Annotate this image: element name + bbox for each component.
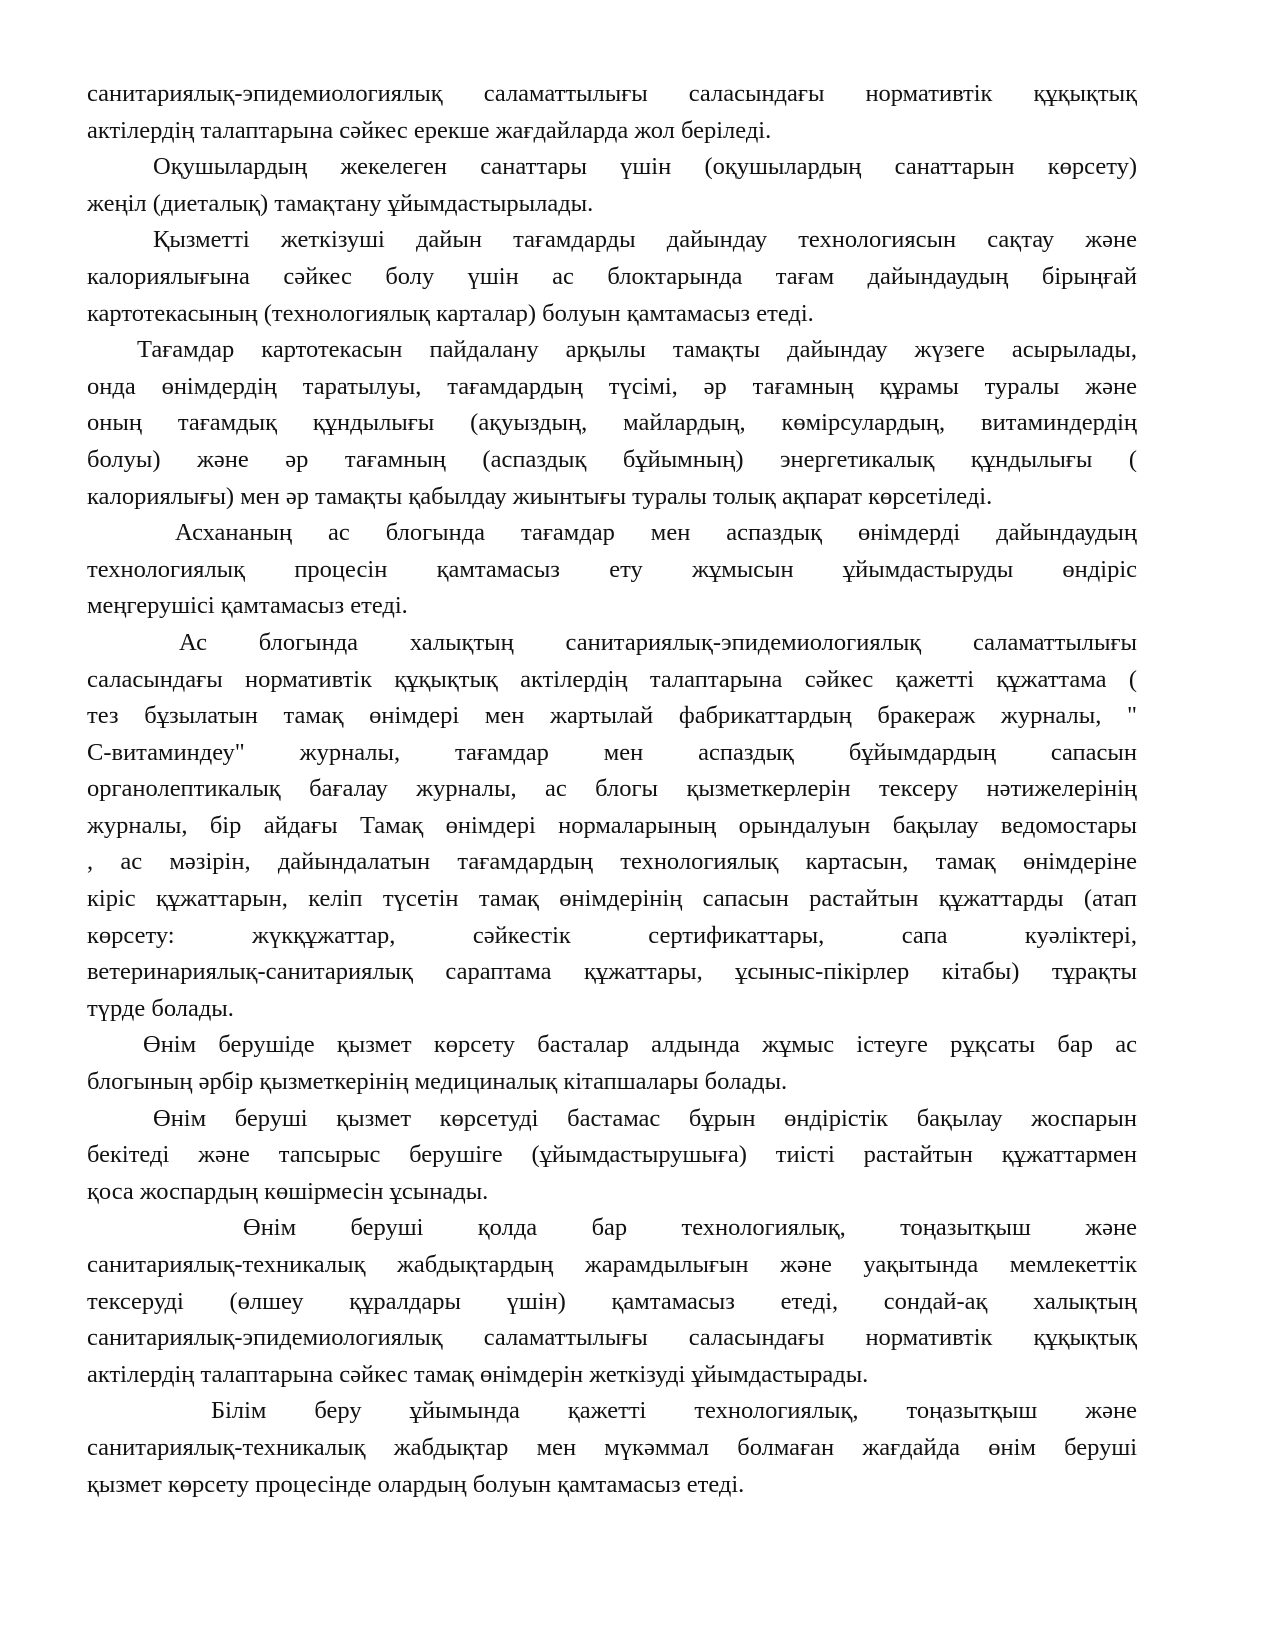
text-line: болуы) және әр тағамның (аспаздық бұйымның) энергетикалық құндылығы ( <box>87 445 1137 473</box>
text-line: Өнім беруші қызмет көрсетуді бастамас бұрын өндірістік бақылау жоспарын <box>153 1104 1137 1132</box>
text-line: жеңіл (диеталық) тамақтану ұйымдастырылады. <box>87 189 594 217</box>
text-line: меңгерушісі қамтамасыз етеді. <box>87 592 408 620</box>
text-line: оның тағамдық құндылығы (ақуыздың, майлардың, көмірсулардың, витаминдердің <box>87 409 1137 437</box>
paragraph <box>87 222 1137 332</box>
text-line: көрсету: жүкқұжаттар, сәйкестік сертификаттары, сапа куәліктері, <box>87 921 1137 949</box>
text-line: Ас блогында халықтың санитариялық-эпидемиологиялық саламаттылығы <box>179 628 1137 656</box>
text-line: Оқушылардың жекелеген санаттары үшін (оқушылардың санаттарын көрсету) <box>153 153 1137 181</box>
text-line: актілердің талаптарына сәйкес тамақ өнімдерін жеткізуді ұйымдастырады. <box>87 1360 869 1388</box>
text-line: қоса жоспардың көшірмесін ұсынады. <box>87 1177 489 1205</box>
text-line: санитариялық-эпидемиологиялық саламаттылығы саласындағы нормативтік құқықтық <box>87 1324 1137 1352</box>
paragraph <box>87 149 1137 222</box>
text-line: калориялығына сәйкес болу үшін ас блоктарында тағам дайындаудың бірыңғай <box>87 262 1137 290</box>
text-line: С-витаминдеу" журналы, тағамдар мен аспаздық бұйымдардың сапасын <box>87 738 1137 766</box>
text-line: технологиялық процесін қамтамасыз ету жұмысын ұйымдастыруды өндіріс <box>87 555 1137 583</box>
paragraph <box>87 1210 1137 1393</box>
paragraph <box>87 1393 1137 1503</box>
paragraph <box>87 76 1137 149</box>
text-line: кіріс құжаттарын, келіп түсетін тамақ өнімдерінің сапасын растайтын құжаттарды (атап <box>87 885 1137 913</box>
text-line: актілердің талаптарына сәйкес ерекше жағдайларда жол беріледі. <box>87 116 772 144</box>
text-line: түрде болады. <box>87 994 234 1022</box>
text-line: журналы, бір айдағы Тамақ өнімдері нормаларының орындалуын бақылау ведомостары <box>87 811 1137 839</box>
paragraph <box>87 332 1137 515</box>
text-line: Өнім берушіде қызмет көрсету басталар алдында жұмыс істеуге рұқсаты бар ас <box>143 1031 1137 1059</box>
paragraph <box>87 625 1137 1028</box>
text-line: ветеринариялық-санитариялық сараптама құжаттары, ұсыныс-пікірлер кітабы) тұрақты <box>87 958 1137 986</box>
paragraph <box>87 1101 1137 1211</box>
text-line: , ас мәзірін, дайындалатын тағамдардың технологиялық картасын, тамақ өнімдеріне <box>87 848 1137 876</box>
paragraph <box>87 1027 1137 1100</box>
text-line: блогының әрбір қызметкерінің медициналық кітапшалары болады. <box>87 1068 788 1096</box>
text-line: тексеруді (өлшеу құралдары үшін) қамтамасыз етеді, сондай-ақ халықтың <box>87 1287 1137 1315</box>
text-line: бекітеді және тапсырыс берушіге (ұйымдастырушыға) тиісті растайтын құжаттармен <box>87 1141 1137 1169</box>
text-line: онда өнімдердің таратылуы, тағамдардың түсімі, әр тағамның құрамы туралы және <box>87 372 1137 400</box>
text-line: Білім беру ұйымында қажетті технологиялық, тоңазытқыш және <box>211 1397 1137 1425</box>
text-line: санитариялық-эпидемиологиялық саламаттылығы саласындағы нормативтік құқықтық <box>87 80 1137 107</box>
paragraph <box>87 515 1137 625</box>
text-line: тез бұзылатын тамақ өнімдері мен жартылай фабрикаттардың бракераж журналы, " <box>87 702 1137 730</box>
text-line: Өнім беруші қолда бар технологиялық, тоңазытқыш және <box>243 1214 1137 1242</box>
text-line: Асхананың ас блогында тағамдар мен аспаздық өнімдерді дайындаудың <box>175 519 1137 547</box>
text-line: қызмет көрсету процесінде олардың болуын қамтамасыз етеді. <box>87 1470 745 1498</box>
text-line: санитариялық-техникалық жабдықтардың жарамдылығын және уақытында мемлекеттік <box>87 1251 1137 1278</box>
document-body <box>87 76 1137 1503</box>
text-line: санитариялық-техникалық жабдықтар мен мүкәммал болмаған жағдайда өнім беруші <box>87 1433 1137 1461</box>
text-line: органолептикалық бағалау журналы, ас блогы қызметкерлерін тексеру нәтижелерінің <box>87 775 1137 803</box>
text-line: картотекасының (технологиялық карталар) болуын қамтамасыз етеді. <box>87 299 814 327</box>
text-line: калориялығы) мен әр тамақты қабылдау жиынтығы туралы толық ақпарат көрсетіледі. <box>87 482 993 510</box>
text-line: саласындағы нормативтік құқықтық актілердің талаптарына сәйкес қажетті құжаттама ( <box>87 665 1137 693</box>
text-line: Тағамдар картотекасын пайдалану арқылы тамақты дайындау жүзеге асырылады, <box>137 336 1137 364</box>
text-line: Қызметті жеткізуші дайын тағамдарды дайындау технологиясын сақтау және <box>153 226 1137 254</box>
